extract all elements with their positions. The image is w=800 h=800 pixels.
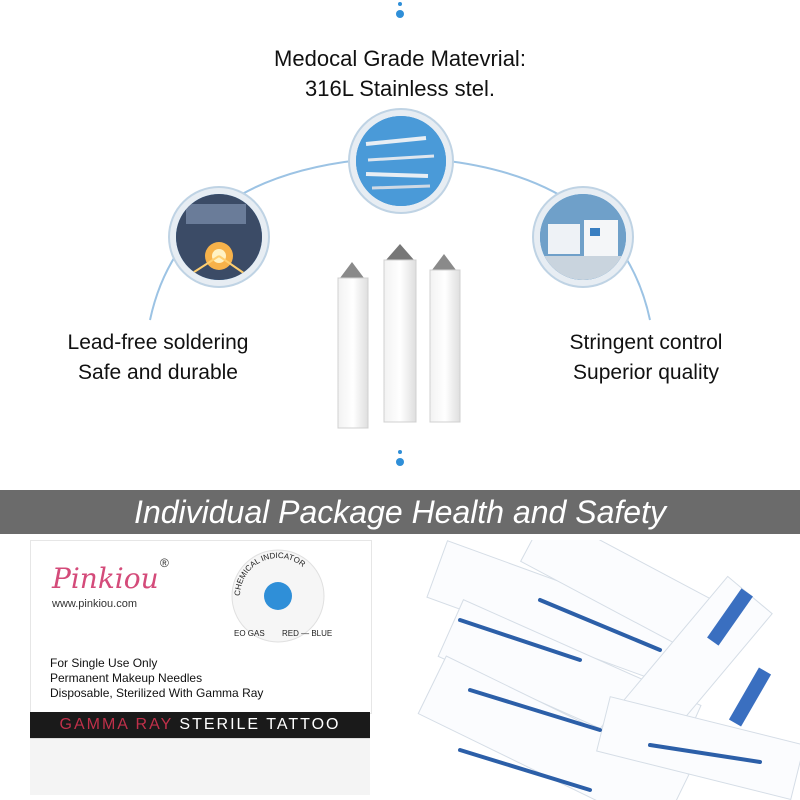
dots-middle bbox=[394, 450, 406, 470]
microblading-blades-image bbox=[330, 240, 470, 430]
feature-left-line1: Lead-free soldering bbox=[67, 331, 249, 354]
stripe-sterile: STERILE TATTOO bbox=[179, 716, 341, 733]
package-info bbox=[50, 656, 263, 701]
brand-logo: Pinkiou bbox=[52, 562, 159, 595]
brand-url: www.pinkiou.com bbox=[52, 598, 137, 610]
indicator-left-label: EO GAS bbox=[234, 629, 265, 638]
sterile-stripe bbox=[30, 712, 370, 738]
info-line-2: Permanent Makeup Needles bbox=[50, 671, 203, 685]
stripe-gamma: GAMMA RAY bbox=[59, 716, 173, 733]
package-box-bottom bbox=[30, 738, 370, 795]
feature-left-line2: Safe and durable bbox=[78, 361, 238, 384]
title-line-2: 316L Stainless stel. bbox=[305, 76, 495, 101]
indicator-right-label: RED — BLUE bbox=[282, 629, 332, 638]
factory-machines-image bbox=[534, 188, 632, 286]
package-banner: Individual Package Health and Safety bbox=[0, 490, 800, 534]
feature-right bbox=[516, 328, 776, 388]
chemical-indicator bbox=[222, 548, 332, 648]
feature-right-line2: Superior quality bbox=[573, 361, 719, 384]
soldering-sparks-image bbox=[170, 188, 268, 286]
title-line-1: Medocal Grade Matevrial: bbox=[274, 46, 526, 71]
indicator-top-label: CHEMICAL INDICATOR bbox=[232, 550, 308, 597]
info-line-3: Disposable, Sterilized With Gamma Ray bbox=[50, 686, 264, 700]
feature-right-line1: Stringent control bbox=[569, 331, 723, 354]
feature-left bbox=[28, 328, 288, 388]
registered-mark: ® bbox=[160, 556, 169, 570]
sterile-packets-image bbox=[400, 540, 800, 800]
info-line-1: For Single Use Only bbox=[50, 656, 158, 670]
surgical-tools-image bbox=[350, 110, 452, 212]
